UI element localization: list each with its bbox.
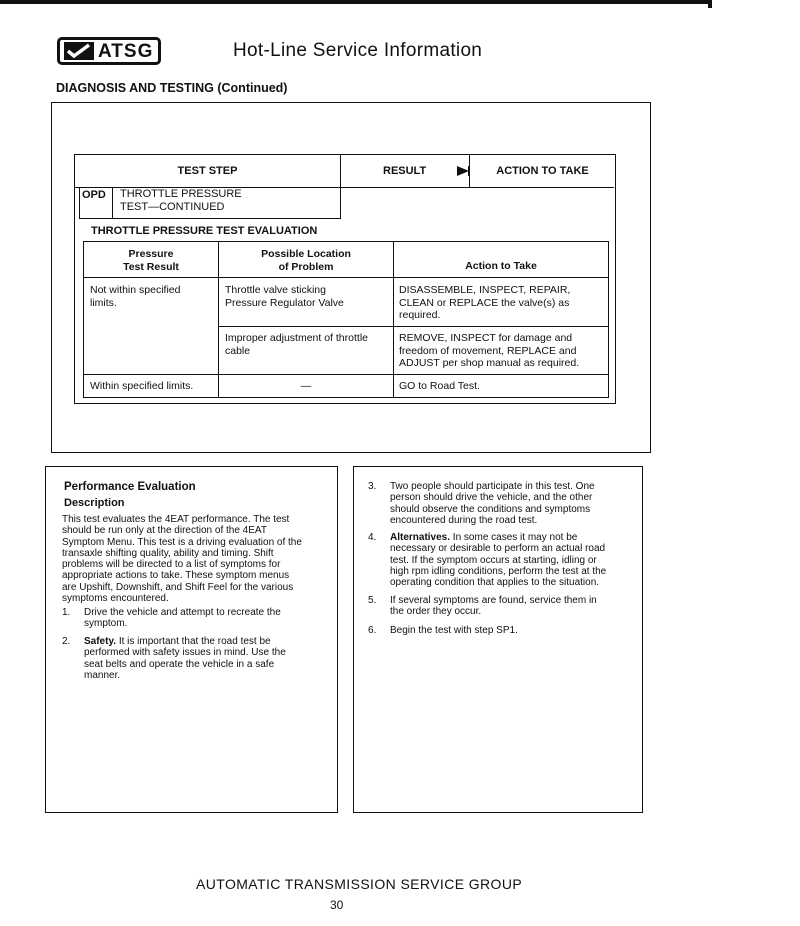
list-text xyxy=(390,595,597,618)
list-number: 1. xyxy=(62,607,71,618)
cell-line: required. xyxy=(399,309,441,321)
list-line: encountered during the road test. xyxy=(390,514,538,526)
header-action: Action to Take xyxy=(465,260,537,272)
list-line: seat belts and operate the vehicle in a safe xyxy=(84,658,275,670)
test-step-table xyxy=(74,154,616,404)
list-line xyxy=(390,532,606,543)
col-action: ACTION TO TAKE xyxy=(496,165,589,177)
row-2-location xyxy=(225,332,391,357)
row-divider xyxy=(218,326,608,327)
desc-line: are Upshift, Downshift, and Shift Feel for the various xyxy=(62,581,294,593)
row-3-action: GO to Road Test. xyxy=(399,380,480,392)
top-rule xyxy=(0,0,712,4)
list-lead: Alternatives. xyxy=(390,532,451,543)
cell-line: cable xyxy=(225,344,251,357)
test-step-header xyxy=(75,155,614,188)
performance-title: Performance Evaluation xyxy=(64,481,196,493)
top-rule-mark xyxy=(708,0,712,8)
list-number: 2. xyxy=(62,636,71,647)
list-line: Drive the vehicle and attempt to recreate the xyxy=(84,607,281,618)
header-divider xyxy=(84,277,608,278)
list-lead: Safety. xyxy=(84,636,117,647)
header-line: Pressure xyxy=(128,248,174,260)
list-text xyxy=(84,636,286,681)
step-title-line: THROTTLE PRESSURE xyxy=(120,188,242,200)
cell-line: REMOVE, INSPECT for damage and xyxy=(399,332,573,344)
step-divider xyxy=(112,187,113,218)
cell-line: Not within specified xyxy=(90,284,181,296)
row-2-action xyxy=(399,332,607,370)
cell-line: ADJUST per shop manual as required. xyxy=(399,357,580,369)
performance-description xyxy=(62,514,327,604)
page-header-title: Hot-Line Service Information xyxy=(233,40,483,61)
cell-line: Pressure Regulator Valve xyxy=(225,296,344,309)
header-line: Test Result xyxy=(123,261,179,273)
col-result: RESULT xyxy=(341,155,470,187)
row-divider xyxy=(84,374,608,375)
list-line-rest: In some cases it may not be xyxy=(450,532,578,543)
list-line: manner. xyxy=(84,669,121,681)
page-number: 30 xyxy=(330,898,344,912)
list-line-rest: It is important that the road test be xyxy=(116,636,271,647)
list-line: performed with safety issues in mind. Use the xyxy=(84,647,286,659)
row-1-action xyxy=(399,284,607,322)
cell-line: CLEAN or REPLACE the valve(s) as xyxy=(399,296,570,309)
cell-line: Improper adjustment of throttle xyxy=(225,332,368,344)
list-number: 6. xyxy=(368,625,377,636)
list-line: high rpm idling conditions, perform the test at the xyxy=(390,565,607,577)
evaluation-title: THROTTLE PRESSURE TEST EVALUATION xyxy=(91,225,318,237)
row-3-location: — xyxy=(300,380,312,392)
header-pressure-result xyxy=(84,248,218,274)
row-3-result: Within specified limits. xyxy=(90,380,194,392)
cell-line: DISASSEMBLE, INSPECT, REPAIR, xyxy=(399,284,571,296)
list-text xyxy=(390,481,595,526)
list-line: test. If the symptom occurs at starting, idling or xyxy=(390,554,597,566)
logo-text: ATSG xyxy=(98,40,154,62)
step-title-line: TEST—CONTINUED xyxy=(120,201,225,213)
list-number: 5. xyxy=(368,595,377,606)
row-1-result xyxy=(90,284,215,309)
checkmark-flag-icon xyxy=(64,42,94,60)
footer-organization: AUTOMATIC TRANSMISSION SERVICE GROUP xyxy=(196,876,523,892)
list-line: the order they occur. xyxy=(390,606,482,618)
step-code: OPD xyxy=(82,189,106,201)
desc-line: should be run only at the direction of the 4EAT xyxy=(62,525,267,537)
step-title xyxy=(120,188,242,214)
section-heading: DIAGNOSIS AND TESTING (Continued) xyxy=(56,81,288,95)
header-line: Possible Location xyxy=(261,248,351,260)
performance-subtitle: Description xyxy=(64,497,125,509)
desc-line: appropriate actions to take. These symptom menus xyxy=(62,570,290,582)
cell-line: Throttle valve sticking xyxy=(225,284,326,296)
evaluation-table xyxy=(83,241,609,398)
list-line: symptom. xyxy=(84,618,128,630)
cell-line: freedom of movement, REPLACE and xyxy=(399,344,577,357)
header-location xyxy=(219,248,393,274)
cell-line: limits. xyxy=(90,296,117,309)
performance-panel-left xyxy=(45,466,338,813)
list-line: person should drive the vehicle, and the other xyxy=(390,492,593,504)
list-line: Begin the test with step SP1. xyxy=(390,625,518,636)
list-line xyxy=(84,636,286,647)
desc-line: Symptom Menu. This test is a driving evaluation of the xyxy=(62,536,302,548)
desc-line: symptoms encountered. xyxy=(62,593,169,605)
list-line: operating condition that applies to the situation. xyxy=(390,577,600,589)
list-text xyxy=(390,532,606,588)
list-text xyxy=(390,625,518,636)
list-line: Two people should participate in this test. One xyxy=(390,481,595,492)
desc-line: problems will be directed to a list of symptoms for xyxy=(62,559,281,571)
row-1-location xyxy=(225,284,391,309)
desc-line: This test evaluates the 4EAT performance. The test xyxy=(62,514,290,525)
list-text xyxy=(84,607,281,630)
list-line: If several symptoms are found, service them in xyxy=(390,595,597,606)
performance-panel-right xyxy=(353,466,643,813)
col-test-step: TEST STEP xyxy=(75,155,341,187)
header-line: of Problem xyxy=(278,261,334,273)
atsg-logo xyxy=(57,37,161,65)
list-line: should observe the conditions and symptoms xyxy=(390,503,591,515)
list-number: 3. xyxy=(368,481,377,492)
list-number: 4. xyxy=(368,532,377,543)
desc-line: transaxle shifting quality, ability and timing. Shift xyxy=(62,547,274,559)
step-identifier xyxy=(79,187,341,219)
list-line: necessary or desirable to perform an actual road xyxy=(390,543,606,555)
arrow-right-icon xyxy=(457,166,469,176)
